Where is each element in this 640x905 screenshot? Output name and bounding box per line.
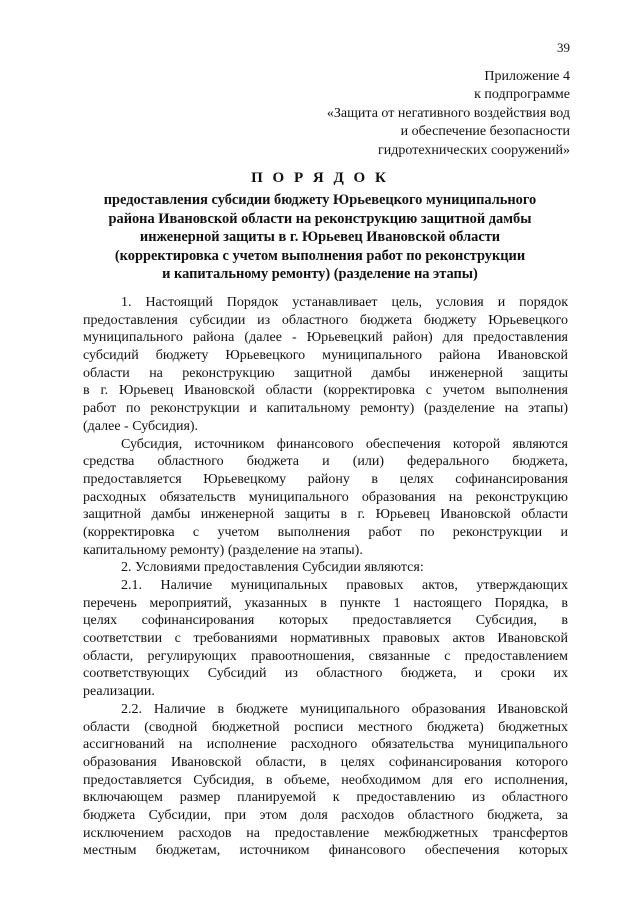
body-line: ассигнований на исполнение расходного обязательства муниципального [83,737,568,753]
body-line: целях софинансирования которых предоставляется Субсидия, в [83,613,568,629]
subtitle-line: инженерной защиты в г. Юрьевец Ивановской области [139,229,501,246]
document-title: П О Р Я Д О К [251,170,389,186]
body-line: соответствующих Субсидий из областного бюджета, и сроки их [83,666,568,682]
body-line: перечень мероприятий, указанных в пункте 1 настоящего Порядка, в [83,595,568,611]
subtitle-line: района Ивановской области на реконструкцию защитной дамбы [108,210,532,227]
body-line: 2.2. Наличие в бюджете муниципального образования Ивановской [121,701,568,717]
body-line: области на реконструкцию защитной дамбы инженерной защиты [83,365,568,381]
body-line: 2.1. Наличие муниципальных правовых актов, утверждающих [121,578,568,593]
body-line: предоставления субсидии из областного бюджета бюджету Юрьевецкого [83,312,568,328]
body-line: капитальному ремонту) (разделение на этапы). [83,542,363,558]
body-line: субсидий бюджету Юрьевецкого муниципального района Ивановской [83,348,568,364]
body-line: исключением расходов на предоставление межбюджетных трансфертов [83,825,568,841]
body-line: предоставляется Субсидия, в объеме, необходимом для его исполнения, [83,772,568,788]
subtitle-line: и капитальному ремонту) (разделение на этапы) [162,266,478,283]
body-line: включающем размер планируемой к предоставлению из областного [83,790,568,806]
body-line: в г. Юрьевец Ивановской области (корректировка с учетом выполнения [83,383,568,399]
body-line: образования Ивановской области, в целях софинансирования которого [83,754,568,770]
appendix-line: Приложение 4 [484,69,570,84]
body-line: области, регулирующих правоотношения, связанные с предоставлением [83,648,568,664]
body-line: реализации. [83,684,155,700]
body-line: средства областного бюджета и (или) федерального бюджета, [83,454,568,470]
page-number: 39 [557,40,570,55]
appendix-line: и обеспечение безопасности [400,124,570,140]
body-line: муниципального района (далее - Юрьевецкий район) для предоставления [83,330,568,346]
body-line: (корректировка с учетом выполнения работ по реконструкции и [83,524,568,540]
appendix-reference [210,68,570,160]
body-line: области (сводной бюджетной росписи местного бюджета) бюджетных [83,719,568,735]
body-line: соответствии с требованиями нормативных правовых актов Ивановской [83,631,568,647]
body-text [83,294,568,860]
body-line: предоставляется Юрьевецкому району в целях софинансирования [83,471,568,487]
body-line: 2. Условиями предоставления Субсидии являются: [121,560,424,576]
appendix-line: «Защита от негативного воздействия вод [326,105,570,121]
body-line: защитной дамбы инженерной защиты в г. Юрьевец Ивановской области [83,507,568,523]
body-line: расходных обязательств муниципального образования на реконструкцию [83,489,568,505]
body-line: (далее - Субсидия). [83,418,199,434]
subtitle-line: (корректировка с учетом выполнения работ по реконструкции [114,247,526,264]
body-line: местным бюджетам, источником финансового обеспечения которых [83,843,568,859]
body-line: работ по реконструкции и капитальному ремонту) (разделение на этапы) [83,401,568,417]
document-subtitle [60,191,580,284]
body-line: Субсидия, источником финансового обеспечения которой являются [121,436,568,452]
appendix-line: к подпрограмме [474,87,570,103]
subtitle-line: предоставления субсидии бюджету Юрьевецкого муниципального [103,192,537,208]
body-line: бюджета Субсидии, при этом доля расходов областного бюджета, за [83,807,568,823]
appendix-line: гидротехнических сооружений» [378,142,570,158]
body-line: 1. Настоящий Порядок устанавливает цель, условия и порядок [121,295,568,310]
